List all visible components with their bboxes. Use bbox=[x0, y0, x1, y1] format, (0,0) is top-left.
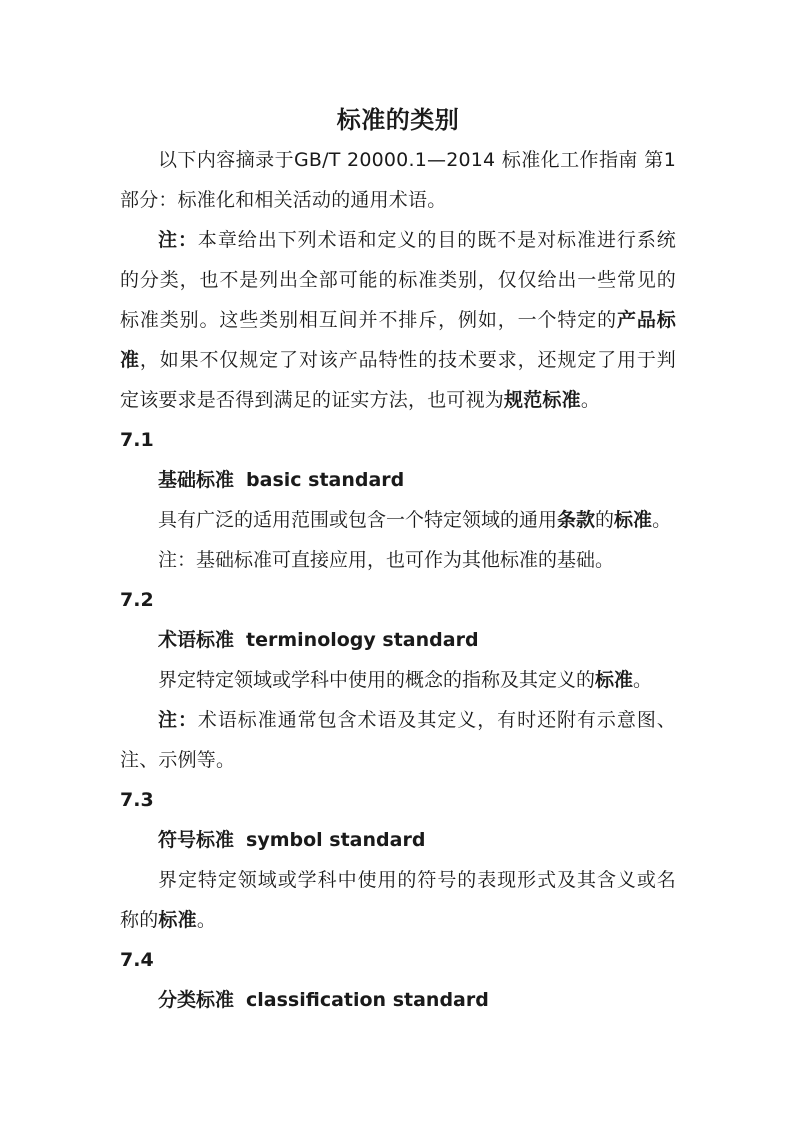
document-page bbox=[120, 100, 676, 1020]
term-heading bbox=[120, 980, 676, 1020]
term-en: classification standard bbox=[246, 989, 489, 1011]
term-zh: 分类标准 bbox=[158, 989, 235, 1011]
intro-paragraph: 以下内容摘录于GB/T 20000.1—2014 标准化工作指南 第1部分：标准化和相关活动的通用术语。 bbox=[120, 149, 676, 211]
page-title: 标准的类别 bbox=[336, 106, 460, 134]
definition-end: 。 bbox=[196, 909, 217, 931]
note-text: 术语标准通常包含术语及其定义，有时还附有示意图、注、示例等。 bbox=[120, 709, 676, 771]
term-en: terminology standard bbox=[246, 629, 479, 651]
definition-bold: 标准 bbox=[158, 909, 197, 931]
term-heading bbox=[120, 820, 676, 860]
term-heading bbox=[120, 460, 676, 500]
term-definition bbox=[120, 660, 676, 700]
term-definition bbox=[120, 860, 676, 940]
term-zh: 基础标准 bbox=[158, 469, 235, 491]
clause-number: 7.1 bbox=[120, 429, 154, 451]
definition-text-a: 具有广泛的适用范围或包含一个特定领域的通用 bbox=[158, 509, 558, 531]
definition-bold-a: 条款 bbox=[557, 509, 596, 531]
clause-number: 7.3 bbox=[120, 789, 154, 811]
term-heading bbox=[120, 620, 676, 660]
definition-bold: 标准 bbox=[595, 669, 634, 691]
definition-text-b: 的 bbox=[595, 509, 615, 531]
definition-text: 界定特定领域或学科中使用的符号的表现形式及其含义或名称的 bbox=[120, 869, 676, 931]
term-note bbox=[120, 700, 676, 780]
definition-bold-b: 标准 bbox=[614, 509, 653, 531]
definition-text: 界定特定领域或学科中使用的概念的指称及其定义的 bbox=[158, 669, 596, 691]
note-text-c: 。 bbox=[580, 389, 601, 411]
term-note: 注：基础标准可直接应用，也可作为其他标准的基础。 bbox=[158, 549, 615, 571]
note-label: 注： bbox=[158, 709, 198, 731]
note-text-b: ，如果不仅规定了对该产品特性的技术要求，还规定了用于判定该要求是否得到满足的证实方法，也可视为 bbox=[120, 349, 677, 411]
term-en: symbol standard bbox=[246, 829, 426, 851]
note-text-a: 本章给出下列术语和定义的目的既不是对标准进行系统的分类，也不是列出全部可能的标准类别，仅仅给出一些常见的标准类别。这些类别相互间并不排斥，例如，一个特定的 bbox=[120, 229, 676, 331]
term-en: basic standard bbox=[246, 469, 405, 491]
definition-text-c: 。 bbox=[652, 509, 672, 531]
term-specification-standard: 规范标准 bbox=[504, 389, 581, 411]
clause-number: 7.2 bbox=[120, 589, 154, 611]
term-zh: 符号标准 bbox=[158, 829, 235, 851]
term-zh: 术语标准 bbox=[158, 629, 235, 651]
definition-end: 。 bbox=[633, 669, 653, 691]
note-paragraph bbox=[120, 220, 676, 420]
term-definition bbox=[120, 500, 676, 540]
note-label: 注： bbox=[158, 229, 198, 251]
clause-number: 7.4 bbox=[120, 949, 154, 971]
term-product-standard: 产品标准 bbox=[120, 309, 676, 371]
